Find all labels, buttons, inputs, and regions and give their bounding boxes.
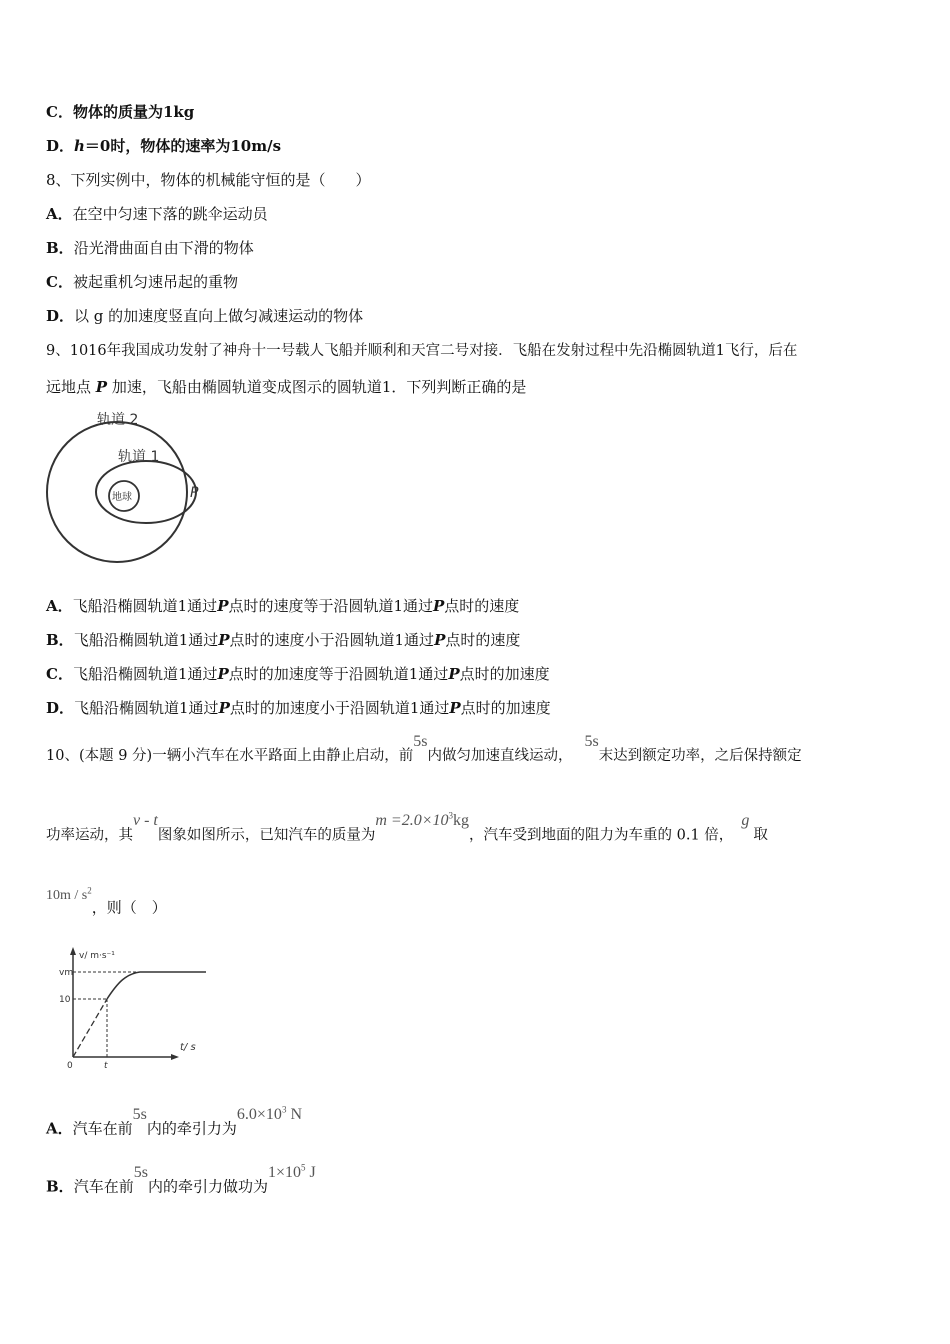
q9-option-d: D．飞船沿椭圆轨道1通过P点时的加速度小于沿圆轨道1通过P点时的加速度 xyxy=(46,699,551,717)
q10-stem-line2: 功率运动，其v - t图象如图所示，已知汽车的质量为$m =2.0\times 10^3kg$，汽车受到地面的阻力为车重的 0.1 倍，g取 xyxy=(46,811,768,844)
origin-label: 0 xyxy=(67,1061,73,1071)
y-axis-label: v/ m·s⁻¹ xyxy=(79,951,115,961)
q7-option-c: C．物体的质量为1kg xyxy=(46,103,195,121)
ten-label: 10 xyxy=(59,995,71,1005)
point-p-label: P xyxy=(190,485,199,501)
power-curve xyxy=(107,972,206,999)
q7-option-d: D．h＝0时，物体的速率为10m/s xyxy=(46,137,282,155)
x-axis-label: t/ s xyxy=(180,1042,196,1053)
q9-stem-line2: 远地点 P 加速，飞船由椭圆轨道变成图示的圆轨道1．下列判断正确的是 xyxy=(46,378,527,396)
q10-stem-line1: 10、(本题 9 分)一辆小汽车在水平路面上由静止启动，前5s内做匀加速直线运动，5s末达到额定功率，之后保持额定 xyxy=(46,733,802,764)
q9-option-a: A．飞船沿椭圆轨道1通过P点时的速度等于沿圆轨道1通过P点时的速度 xyxy=(46,597,520,615)
vm-label: vm xyxy=(59,968,74,978)
orbit-1-ellipse xyxy=(96,461,196,523)
accel-segment xyxy=(73,999,107,1057)
t1-label: t xyxy=(104,1061,108,1071)
orbit-1-label: 轨道 1 xyxy=(118,449,160,465)
q9-option-c: C．飞船沿椭圆轨道1通过P点时的加速度等于沿圆轨道1通过P点时的加速度 xyxy=(46,665,550,683)
orbit-figure xyxy=(40,405,220,570)
q10-option-a: A．汽车在前5s内的牵引力为$6.0\times 10^3$ N xyxy=(46,1105,302,1138)
q8-stem: 8、下列实例中，物体的机械能守恒的是（ ） xyxy=(46,171,371,189)
x-axis-arrow xyxy=(171,1054,179,1060)
earth-label: 地球 xyxy=(112,492,132,503)
y-axis-arrow xyxy=(70,947,76,955)
q8-option-d: D．以 g 的加速度竖直向上做匀减速运动的物体 xyxy=(46,307,364,325)
orbit-2-label: 轨道 2 xyxy=(97,412,139,428)
q10-option-b: B．汽车在前5s内的牵引力做功为$1\times 10^5$ J xyxy=(46,1163,316,1196)
vt-graph xyxy=(44,944,214,1074)
q9-option-b: B．飞船沿椭圆轨道1通过P点时的速度小于沿圆轨道1通过P点时的速度 xyxy=(46,631,521,649)
q8-option-c: C．被起重机匀速吊起的重物 xyxy=(46,273,238,291)
q8-option-a: A．在空中匀速下落的跳伞运动员 xyxy=(46,205,268,223)
q8-option-b: B．沿光滑曲面自由下滑的物体 xyxy=(46,239,254,257)
q9-stem-line1: 9、1016年我国成功发射了神舟十一号载人飞船并顺利和天宫二号对接．飞船在发射过程中先沿椭圆轨道1飞行，后在 xyxy=(46,343,798,359)
q10-stem-line3: $10m / s^2$，则（ ） xyxy=(46,885,167,917)
